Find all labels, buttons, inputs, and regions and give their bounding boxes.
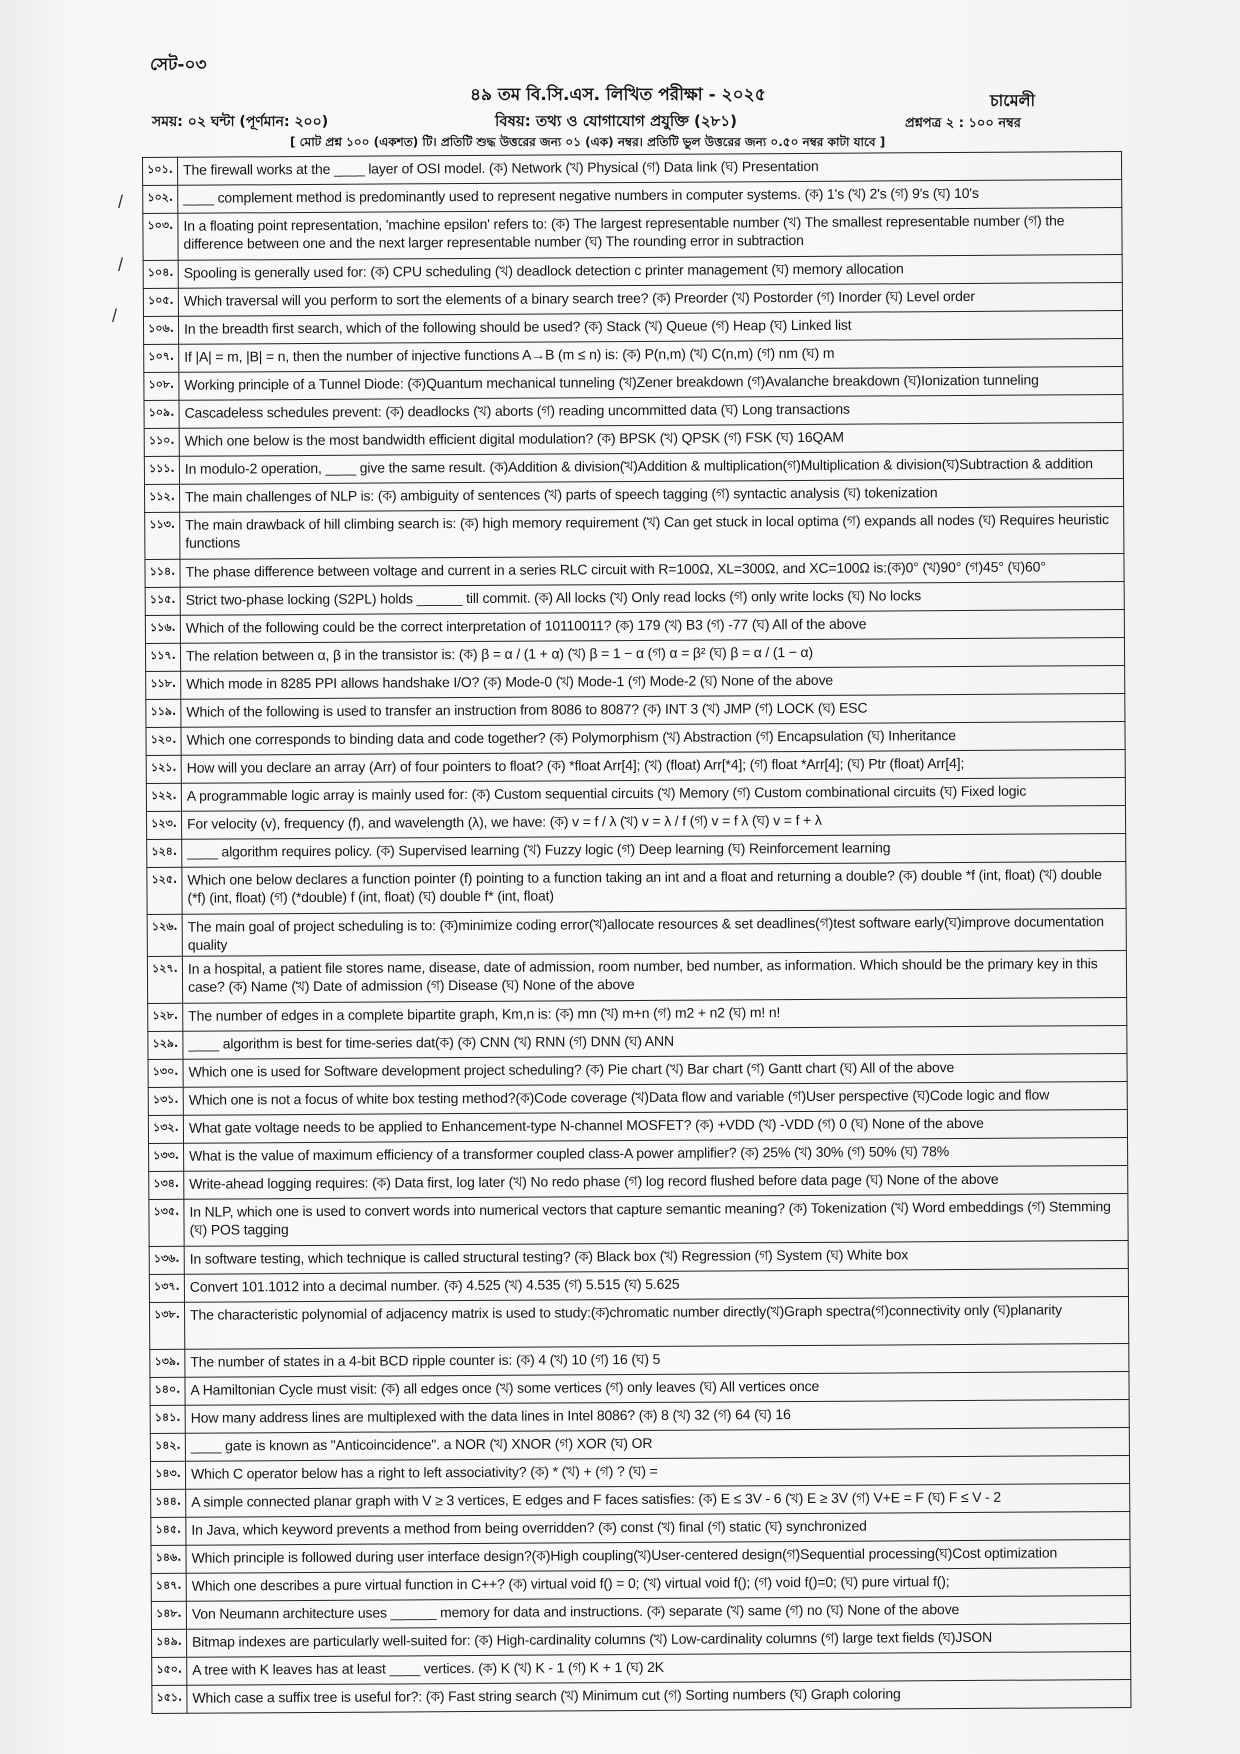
question-row (152, 1679, 1131, 1713)
question-text: A tree with K leaves has at least ____ vertices. (ক) K (খ) K - 1 (গ) K + 1 (ঘ) 2K (187, 1651, 1131, 1685)
question-number: ১০২. (143, 185, 178, 213)
question-number: ১৪১. (150, 1405, 185, 1433)
question-number: ১২৭. (147, 956, 182, 1003)
paper-info: প্রশ্নপত্র ২ : ১০০ নম্বর (905, 116, 1021, 131)
question-number: ১৩৫. (149, 1199, 184, 1246)
exam-title: ৪৯ তম বি.সি.এস. লিখিত পরীক্ষা - ২০২৫ (470, 85, 766, 105)
question-text: The number of states in a 4-bit BCD ripple counter is: (ক) 4 (খ) 10 (গ) 16 (ঘ) 5 (185, 1343, 1129, 1377)
question-text: What gate voltage needs to be applied to Enhancement-type N-channel MOSFET? (ক) +VDD (খ) -VDD (গ) 0 (ঘ) None of the above (183, 1109, 1127, 1143)
question-number: ১২০. (146, 727, 181, 755)
question-row (147, 909, 1126, 957)
question-text: Which one is used for Software development project scheduling? (ক) Pie chart (খ) Bar chart (গ) Gantt chart (ঘ) All of the above (183, 1053, 1127, 1087)
question-number: ১০৮. (144, 372, 179, 400)
question-text: Which one below is the most bandwidth efficient digital modulation? (ক) BPSK (খ) QPSK (গ) FSK (ঘ) 16QAM (179, 423, 1123, 457)
question-number: ১১০. (144, 428, 179, 456)
question-text: In the breadth first search, which of the following should be used? (ক) Stack (খ) Queue (গ) Heap (ঘ) Linked list (178, 311, 1122, 345)
question-number: ১০৩. (143, 213, 178, 260)
question-text: For velocity (v), frequency (f), and wavelength (λ), we have: (ক) v = f / λ (খ) v = λ / f (গ) v = f λ (ঘ) v = f + λ (181, 806, 1125, 840)
subject-title: বিষয়: তথ্য ও যোগাযোগ প্রযুক্তি (২৮১) (495, 112, 737, 130)
question-number: ১১৫. (145, 587, 180, 615)
question-number: ১২৪. (147, 839, 182, 867)
question-text: Which traversal will you perform to sort the elements of a binary search tree? (ক) Preorder (খ) Postorder (গ) Inorder (ঘ) Level order (178, 283, 1122, 317)
question-text: In a floating point representation, 'machine epsilon' refers to: (ক) The largest representable number (খ) The smallest representable number (গ) the difference between one and the next larger representable number (ঘ) The rounding error in subtraction (178, 208, 1122, 261)
question-number: ১৪৪. (151, 1489, 186, 1517)
question-number: ১৪৬. (151, 1545, 186, 1573)
question-text: ____ gate is known as "Anticoincidence". a NOR (খ) XNOR (গ) XOR (ঘ) OR (185, 1427, 1129, 1461)
question-number: ১৩১. (148, 1087, 183, 1115)
question-text: The phase difference between voltage and current in a series RLC circuit with R=100Ω, XL=300Ω, and XC=100Ω is:(ক)0° (খ)90° (গ)45° (ঘ)60° (180, 554, 1124, 588)
question-text: Von Neumann architecture uses ______ memory for data and instructions. (ক) separate (খ) same (গ) no (ঘ) None of the above (186, 1595, 1130, 1629)
question-number: ১৫০. (152, 1657, 187, 1685)
question-number: ১২১. (146, 755, 181, 783)
question-number: ১১১. (144, 456, 179, 484)
question-text: In NLP, which one is used to convert words into numerical vectors that capture semantic meaning? (ক) Tokenization (খ) Word embeddings (গ) Stemming (ঘ) POS tagging (184, 1193, 1128, 1246)
question-number: ১১৮. (146, 671, 181, 699)
question-number: ১০৯. (144, 400, 179, 428)
question-text: Which one corresponds to binding data and code together? (ক) Polymorphism (খ) Abstraction (গ) Encapsulation (ঘ) Inheritance (181, 722, 1125, 756)
question-number: ১৩৪. (149, 1171, 184, 1199)
question-row (147, 862, 1126, 915)
question-text: The relation between α, β in the transistor is: (ক) β = α / (1 + α) (খ) β = 1 − α (গ) α = β² (ঘ) β = α / (1 − α) (180, 638, 1124, 672)
question-number: ১৩৬. (149, 1246, 184, 1274)
question-number: ১০৬. (143, 316, 178, 344)
question-text: The main challenges of NLP is: (ক) ambiguity of sentences (খ) parts of speech tagging (গ) syntactic analysis (ঘ) tokenization (179, 479, 1123, 513)
questions-table-body (143, 152, 1131, 1714)
question-text: If |A| = m, |B| = n, then the number of injective functions A→B (m ≤ n) is: (ক) P(n,m) (খ) C(n,m) (গ) nm (ঘ) m (179, 339, 1123, 373)
question-number: ১৪৮. (151, 1601, 186, 1629)
time-and-full-marks: সময়: ০২ ঘন্টা (পূর্ণমান: ২০০) (152, 114, 329, 130)
question-text: In software testing, which technique is called structural testing? (ক) Black box (খ) Regression (গ) System (ঘ) White box (184, 1240, 1128, 1274)
question-number: ১১৬. (145, 615, 180, 643)
question-text: Bitmap indexes are particularly well-suited for: (ক) High-cardinality columns (খ) Low-cardinality columns (গ) large text fields (ঘ)JSON (186, 1623, 1130, 1657)
question-text: A Hamiltonian Cycle must visit: (ক) all edges once (খ) some vertices (গ) only leaves (ঘ) All vertices once (185, 1371, 1129, 1405)
question-text: The number of edges in a complete bipartite graph, Km,n is: (ক) mn (খ) m+n (গ) m2 + n2 (ঘ) m! n! (183, 998, 1127, 1032)
question-number: ১৪৩. (150, 1461, 185, 1489)
question-text: In modulo-2 operation, ____ give the same result. (ক)Addition & division(খ)Addition & multiplication(গ)Multiplication & division(ঘ)Subtraction & addition (179, 451, 1123, 485)
question-number: ১০৪. (143, 260, 178, 288)
pen-tick-mark: / (118, 192, 124, 212)
question-text: Which one below declares a function pointer (f) pointing to a function taking an int and a float and returning a double? (ক) double *f (int, float) (খ) double (*f) (int, float) (গ) (*double) f (int, float) (ঘ) double f* (int, float) (182, 862, 1126, 915)
question-text: Which one is not a focus of white box testing method?(ক)Code coverage (খ)Data flow and variable (গ)User perspective (ঘ)Code logic and flow (183, 1081, 1127, 1115)
question-number: ১৪০. (150, 1377, 185, 1405)
question-number: ১৩০. (148, 1059, 183, 1087)
question-text: Working principle of a Tunnel Diode: (ক)Quantum mechanical tunneling (খ)Zener breakdown (গ)Avalanche breakdown (ঘ)Ionization tunneling (179, 367, 1123, 401)
org-name: চামেলী (990, 91, 1036, 110)
question-text: What is the value of maximum efficiency of a transformer coupled class-A power amplifier? (ক) 25% (খ) 30% (গ) 50% (ঘ) 78% (184, 1137, 1128, 1171)
question-row (143, 208, 1122, 261)
question-row (145, 507, 1124, 560)
marking-instructions: [ মোট প্রশ্ন ১০০ (একশত) টি। প্রতিটি শুদ্ধ উত্তরের জন্য ০১ (এক) নম্বর। প্রতিটি ভুল উত্তরের জন্য ০.৫০ নম্বর কাটা যাবে ] (290, 135, 886, 149)
question-number: ১০৫. (143, 288, 178, 316)
pen-tick-mark: / (112, 306, 118, 326)
question-text: In Java, which keyword prevents a method from being overridden? (ক) const (খ) final (গ) static (ঘ) synchronized (186, 1511, 1130, 1545)
question-text: How will you declare an array (Arr) of four pointers to float? (ক) *float Arr[4]; (খ) (float) Arr[*4]; (গ) float *Arr[4]; (ঘ) Ptr (float) Arr[4]; (181, 750, 1125, 784)
question-text: ____ algorithm is best for time-series dat(ক) (ক) CNN (খ) RNN (গ) DNN (ঘ) ANN (183, 1026, 1127, 1060)
question-text: ____ algorithm requires policy. (ক) Supervised learning (খ) Fuzzy logic (গ) Deep learning (ঘ) Reinforcement learning (182, 834, 1126, 868)
question-row (149, 1193, 1128, 1246)
question-text: In a hospital, a patient file stores name, disease, date of admission, room number, bed number, as information. Which should be the primary key in this case? (ক) Name (খ) Date of admission (গ) Disease (ঘ) None of the above (182, 951, 1126, 1004)
question-number: ১৪২. (150, 1433, 185, 1461)
question-number: ১১৭. (145, 643, 180, 671)
question-number: ১৩২. (148, 1115, 183, 1143)
question-number: ১০১. (143, 157, 178, 185)
question-text: A programmable logic array is mainly used for: (ক) Custom sequential circuits (খ) Memory (গ) Custom combinational circuits (ঘ) Fixed logic (181, 778, 1125, 812)
question-number: ১৩৯. (150, 1349, 185, 1377)
question-text: A simple connected planar graph with V ≥ 3 vertices, E edges and F faces satisfies: (ক) E ≤ 3V - 6 (খ) E ≥ 3V (গ) V+E = F (ঘ) F ≤ V - 2 (186, 1483, 1130, 1517)
questions-table (142, 151, 1131, 1714)
question-text: Write-ahead logging requires: (ক) Data first, log later (খ) No redo phase (গ) log record flushed before data page (ঘ) None of the above (184, 1165, 1128, 1199)
question-text: The main goal of project scheduling is to: (ক)minimize coding error(খ)allocate resources & set deadlines(গ)test software early(ঘ)improve documentation quality (182, 909, 1126, 957)
question-number: ১২৩. (146, 811, 181, 839)
question-number: ১২৯. (148, 1031, 183, 1059)
question-text: Cascadeless schedules prevent: (ক) deadlocks (খ) aborts (গ) reading uncommitted data (ঘ) Long transactions (179, 395, 1123, 429)
question-text: Which of the following could be the correct interpretation of 10110011? (ক) 179 (খ) B3 (গ) -77 (ঘ) All of the above (180, 610, 1124, 644)
question-number: ১১৯. (146, 699, 181, 727)
question-number: ১৩৭. (149, 1274, 184, 1302)
question-row (147, 951, 1126, 1004)
question-row (149, 1296, 1128, 1349)
question-text: How many address lines are multiplexed with the data lines in Intel 8086? (ক) 8 (খ) 32 (গ) 64 (ঘ) 16 (185, 1399, 1129, 1433)
question-number: ১৪৯. (151, 1629, 186, 1657)
question-number: ১১২. (145, 484, 180, 512)
question-number: ১০৭. (144, 344, 179, 372)
question-text: Which C operator below has a right to left associativity? (ক) * (খ) + (গ) ? (ঘ) = (185, 1455, 1129, 1489)
question-text: Which of the following is used to transfer an instruction from 8086 to 8087? (ক) INT 3 (খ) JMP (গ) LOCK (ঘ) ESC (181, 694, 1125, 728)
question-number: ১২৫. (147, 867, 182, 914)
pen-tick-mark: / (118, 255, 124, 275)
question-text: The main drawback of hill climbing search is: (ক) high memory requirement (খ) Can get stuck in local optima (গ) expands all nodes (ঘ) Requires heuristic functions (180, 507, 1124, 560)
question-number: ১৪৭. (151, 1573, 186, 1601)
question-number: ১১৩. (145, 512, 180, 559)
question-text: Spooling is generally used for: (ক) CPU scheduling (খ) deadlock detection c printer management (ঘ) memory allocation (178, 255, 1122, 289)
question-number: ১৩৩. (149, 1143, 184, 1171)
question-number: ১২৮. (148, 1003, 183, 1031)
question-text: Which one describes a pure virtual function in C++? (ক) virtual void f() = 0; (খ) virtual void f(); (গ) void f()=0; (ঘ) pure virtual f(); (186, 1567, 1130, 1601)
question-text: Which case a suffix tree is useful for?: (ক) Fast string search (খ) Minimum cut (গ) Sorting numbers (ঘ) Graph coloring (187, 1679, 1131, 1713)
question-text: ____ complement method is predominantly used to represent negative numbers in computer systems. (ক) 1's (খ) 2's (গ) 9's (ঘ) 10's (178, 180, 1122, 214)
question-number: ১২৬. (147, 914, 182, 956)
question-number: ১৩৮. (149, 1302, 184, 1349)
question-text: Convert 101.1012 into a decimal number. (ক) 4.525 (খ) 4.535 (গ) 5.515 (ঘ) 5.625 (184, 1268, 1128, 1302)
question-number: ১৪৫. (151, 1517, 186, 1545)
question-text: Which mode in 8285 PPI allows handshake I/O? (ক) Mode-0 (খ) Mode-1 (গ) Mode-2 (ঘ) None of the above (181, 666, 1125, 700)
question-text: Strict two-phase locking (S2PL) holds ______ till commit. (ক) All locks (খ) Only read locks (গ) only write locks (ঘ) No locks (180, 582, 1124, 616)
question-number: ১৫১. (152, 1685, 187, 1713)
question-number: ১২২. (146, 783, 181, 811)
set-label: সেট-০৩ (150, 55, 207, 75)
question-text: The characteristic polynomial of adjacency matrix is used to study:(ক)chromatic number directly(খ)Graph spectra(গ)connectivity only (ঘ)planarity (184, 1296, 1128, 1349)
question-text: Which principle is followed during user interface design?(ক)High coupling(খ)User-centered design(গ)Sequential processing(ঘ)Cost optimization (186, 1539, 1130, 1573)
question-number: ১১৪. (145, 559, 180, 587)
question-text: The firewall works at the ____ layer of OSI model. (ক) Network (খ) Physical (গ) Data link (ঘ) Presentation (178, 152, 1122, 186)
